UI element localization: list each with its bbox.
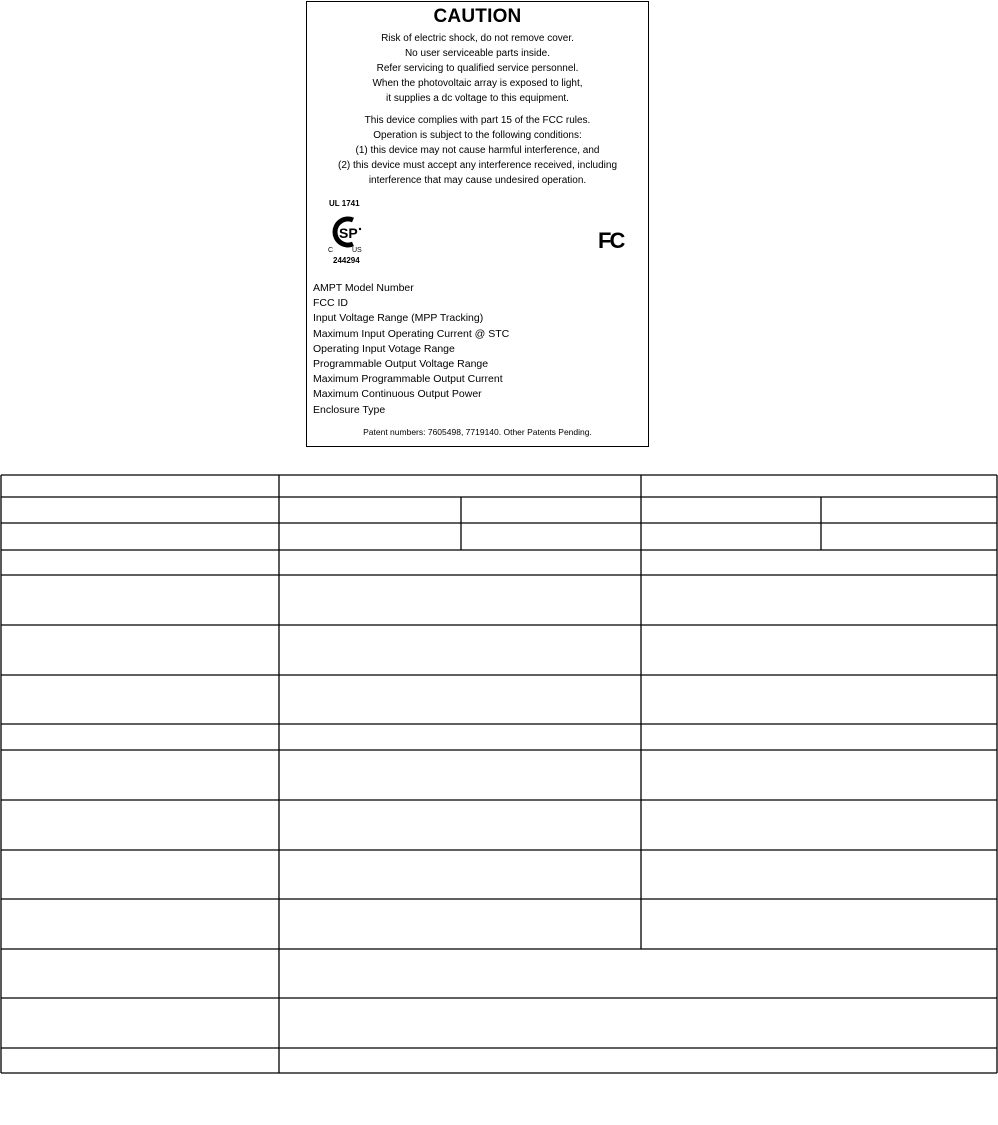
- spec-table: [0, 474, 998, 1125]
- caution-label: [306, 1, 649, 447]
- caution-line: it supplies a dc voltage to this equipment.: [386, 93, 569, 104]
- caution-line: Risk of electric shock, do not remove cover.: [381, 33, 574, 44]
- label-field: Maximum Continuous Output Power: [313, 388, 482, 401]
- fcc-icon: [598, 226, 634, 252]
- label-field: Maximum Programmable Output Current: [313, 373, 503, 386]
- fcc-line: interference that may cause undesired operation.: [368, 175, 587, 186]
- label-field: Operating Input Votage Range: [313, 342, 455, 355]
- fcc-logo-text: FC: [598, 228, 624, 252]
- fcc-line: (1) this device may not cause harmful interference, and: [355, 145, 600, 156]
- spec-table-lines: [0, 474, 998, 1125]
- caution-line: Refer servicing to qualified service personnel.: [376, 63, 579, 74]
- caution-line: No user serviceable parts inside.: [404, 48, 551, 59]
- label-field: AMPT Model Number: [313, 282, 414, 294]
- patent-numbers: Patent numbers: 7605498, 7719140. Other Patents Pending.: [363, 427, 592, 437]
- certificate-number: 244294: [333, 256, 360, 265]
- label-title: CAUTION: [433, 6, 522, 27]
- csa-certification-icon: [327, 213, 367, 253]
- csa-left-text: C: [328, 247, 334, 253]
- csa-right-text: US: [352, 247, 362, 253]
- caution-text: [307, 31, 648, 106]
- ul-standard: UL 1741: [329, 199, 360, 208]
- label-field: Enclosure Type: [313, 403, 386, 416]
- fcc-line: This device complies with part 15 of the FCC rules.: [364, 115, 591, 126]
- label-field: Input Voltage Range (MPP Tracking): [313, 312, 484, 325]
- label-field-list: [313, 281, 509, 418]
- label-field: Maximum Input Operating Current @ STC: [313, 327, 510, 340]
- fcc-compliance-text: [307, 113, 648, 188]
- label-field: FCC ID: [313, 297, 348, 310]
- label-field: Programmable Output Voltage Range: [313, 358, 489, 371]
- fcc-line: Operation is subject to the following conditions:: [373, 130, 582, 141]
- csa-mark-text: SP: [339, 225, 358, 241]
- fcc-line: (2) this device must accept any interference received, including: [337, 160, 618, 171]
- caution-line: When the photovoltaic array is exposed to light,: [372, 78, 583, 89]
